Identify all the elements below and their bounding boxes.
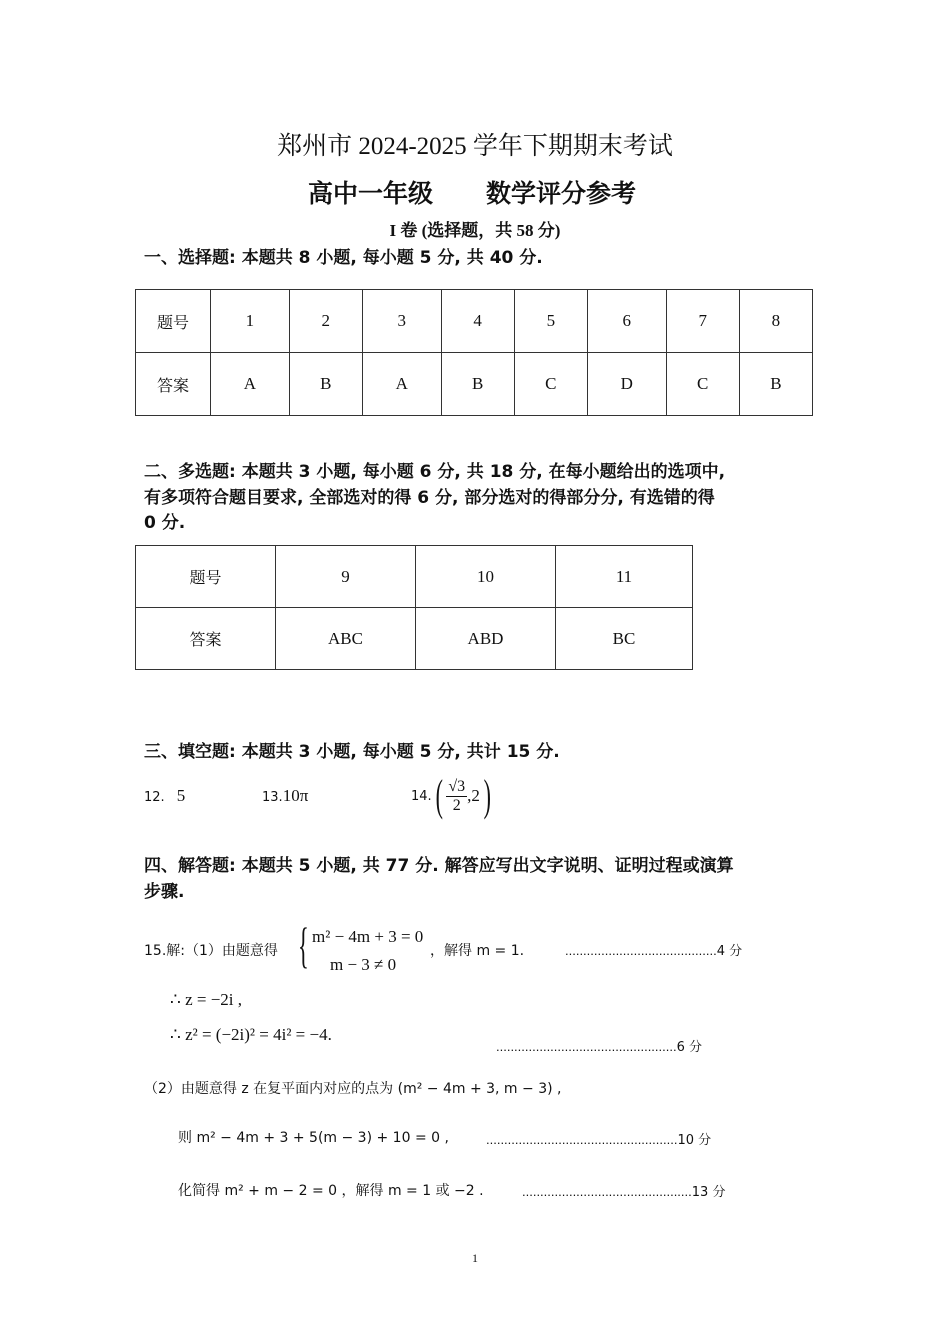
question-number: 7 [666, 290, 739, 353]
part2-heading-line3: 0 分. [144, 513, 186, 533]
answer-cell: B [441, 353, 514, 416]
q13-answer-line [262, 786, 308, 806]
part1-answer-table [135, 289, 813, 416]
q15-intro: 15.解:（1）由题意得 [144, 943, 278, 959]
question-number: 11 [556, 546, 693, 608]
answer-cell: A [211, 353, 290, 416]
dot-leader: .................................................. [496, 1039, 677, 1054]
q14-numerator: √3 [448, 777, 466, 795]
q14-label: 14. [411, 788, 432, 804]
score-label: 6 分 [676, 1040, 702, 1055]
question-number: 2 [289, 290, 362, 353]
answer-label: 答案 [136, 353, 211, 416]
right-paren: ) [483, 771, 491, 820]
q15-score-line4 [522, 1181, 725, 1201]
answer-cell: B [289, 353, 362, 416]
answer-cell: B [739, 353, 812, 416]
q12-answer-line [144, 786, 185, 806]
score-label: 4 分 [716, 944, 743, 959]
question-number: 1 [211, 290, 290, 353]
question-number: 5 [514, 290, 587, 353]
q13-answer: 10π [282, 786, 309, 805]
subject-label: 数学评分参考 [486, 179, 637, 208]
q15-system-eq2: m − 3 ≠ 0 [330, 955, 397, 974]
q14-denominator: 2 [452, 796, 461, 814]
q14-rest: ,2 [467, 786, 480, 805]
q13-label: 13. [262, 790, 283, 805]
question-number: 9 [276, 546, 416, 608]
question-number: 6 [587, 290, 666, 353]
answer-cell: BC [556, 608, 693, 670]
q15-score-line1 [565, 940, 742, 960]
part2-answer-table [135, 545, 693, 670]
q12-label: 12. [144, 790, 165, 805]
answer-cell: C [666, 353, 739, 416]
question-number: 4 [441, 290, 514, 353]
grade-label: 高中一年级 [308, 179, 434, 208]
part4-heading-line2: 步骤. [144, 882, 185, 902]
question-number-label: 题号 [136, 546, 276, 608]
answer-cell: A [362, 353, 441, 416]
answer-cell: ABC [276, 608, 416, 670]
document-title: 郑州市 2024-2025 学年下期期末考试 [277, 133, 673, 160]
part2-heading-line2: 有多项符合题目要求, 全部选对的得 6 分, 部分选对的得部分分, 有选错的得 [144, 488, 715, 508]
q15-part2-line1: （2）由题意得 z 在复平面内对应的点为 (m² − 4m + 3, m − 3) , [144, 1081, 562, 1097]
score-label: 13 分 [691, 1185, 726, 1200]
score-label: 10 分 [677, 1133, 712, 1148]
question-number: 8 [739, 290, 812, 353]
q15-solve: ，解得 m = 1. [430, 943, 525, 959]
left-paren: ( [435, 771, 443, 820]
volume-label: I 卷 (选择题，共 58 分) [389, 221, 561, 240]
q15-part2-line2: 则 m² − 4m + 3 + 5(m − 3) + 10 = 0 , [178, 1130, 449, 1146]
q15-line3: ∴ z² = (−2i)² = 4i² = −4. [170, 1025, 332, 1044]
answer-cell: C [514, 353, 587, 416]
q12-answer: 5 [176, 786, 186, 805]
q15-score-line2 [496, 1036, 702, 1056]
dot-leader: ............................................... [522, 1184, 692, 1199]
q15-score-line3 [486, 1129, 711, 1149]
q14-fraction [446, 778, 467, 815]
question-number: 10 [416, 546, 556, 608]
system-brace: { [298, 917, 309, 973]
answer-cell: ABD [416, 608, 556, 670]
answer-label: 答案 [136, 608, 276, 670]
answer-cell: D [587, 353, 666, 416]
part1-heading: 一、选择题: 本题共 8 小题, 每小题 5 分, 共 40 分. [144, 248, 543, 268]
q15-line2: ∴ z = −2i , [170, 990, 243, 1009]
part2-heading-line1: 二、多选题: 本题共 3 小题, 每小题 6 分, 共 18 分, 在每小题给出的选项中, [144, 462, 726, 482]
q15-system-eq1: m² − 4m + 3 = 0 [312, 927, 424, 946]
question-number: 3 [362, 290, 441, 353]
q15-part2-line3: 化简得 m² + m − 2 = 0 ，解得 m = 1 或 −2 . [178, 1183, 484, 1199]
question-number-label: 题号 [136, 290, 211, 353]
dot-leader: .......................................... [565, 943, 717, 958]
dot-leader: ..................................................... [486, 1132, 678, 1147]
part4-heading-line1: 四、解答题: 本题共 5 小题, 共 77 分. 解答应写出文字说明、证明过程或演算 [144, 856, 734, 876]
q14-answer-line [411, 768, 495, 824]
part3-heading: 三、填空题: 本题共 3 小题, 每小题 5 分, 共计 15 分. [144, 742, 560, 762]
page-number: 1 [472, 1251, 478, 1265]
